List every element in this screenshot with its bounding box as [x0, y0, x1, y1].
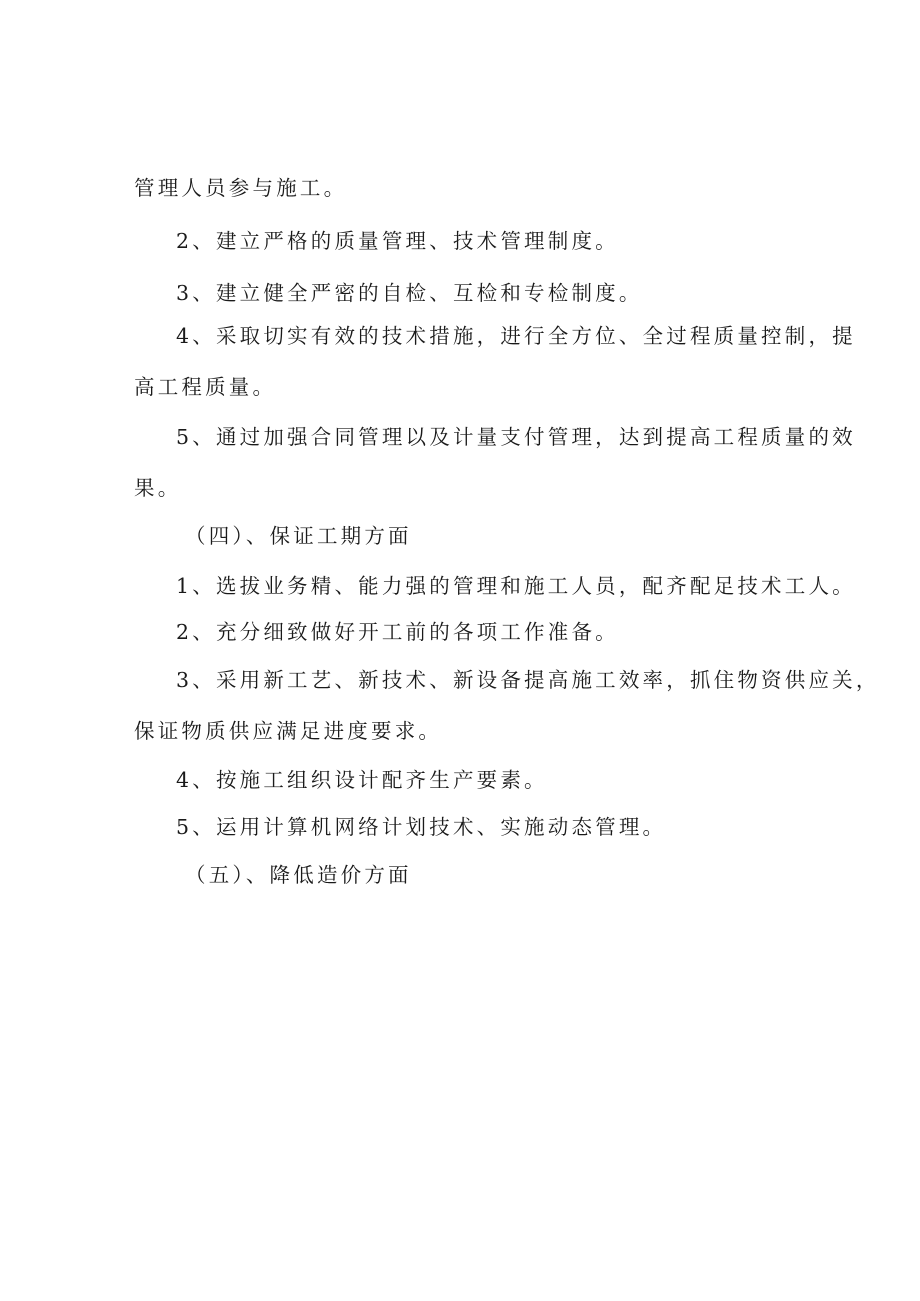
quality-item-3: 3、建立健全严密的自检、互检和专检制度。	[176, 281, 643, 305]
paragraph-continuation: 管理人员参与施工。	[134, 176, 348, 200]
schedule-item-4: 4、按施工组织设计配齐生产要素。	[176, 768, 548, 792]
section-heading-schedule: （四）、保证工期方面	[185, 524, 412, 548]
schedule-item-1: 1、选拔业务精、能力强的管理和施工人员，配齐配足技术工人。	[176, 574, 856, 598]
schedule-item-3-line-2: 保证物质供应满足进度要求。	[134, 719, 443, 743]
quality-item-4-line-1: 4、采取切实有效的技术措施，进行全方位、全过程质量控制，提	[176, 324, 856, 348]
section-heading-cost: （五）、降低造价方面	[185, 863, 412, 887]
quality-item-5-line-1: 5、通过加强合同管理以及计量支付管理，达到提高工程质量的效	[176, 425, 856, 449]
quality-item-2: 2、建立严格的质量管理、技术管理制度。	[176, 229, 619, 253]
quality-item-4-line-2: 高工程质量。	[134, 375, 277, 399]
quality-item-5-line-2: 果。	[134, 476, 182, 500]
schedule-item-3-line-1: 3、采用新工艺、新技术、新设备提高施工效率，抓住物资供应关，	[176, 668, 880, 692]
schedule-item-5: 5、运用计算机网络计划技术、实施动态管理。	[176, 815, 667, 839]
schedule-item-2: 2、充分细致做好开工前的各项工作准备。	[176, 620, 619, 644]
